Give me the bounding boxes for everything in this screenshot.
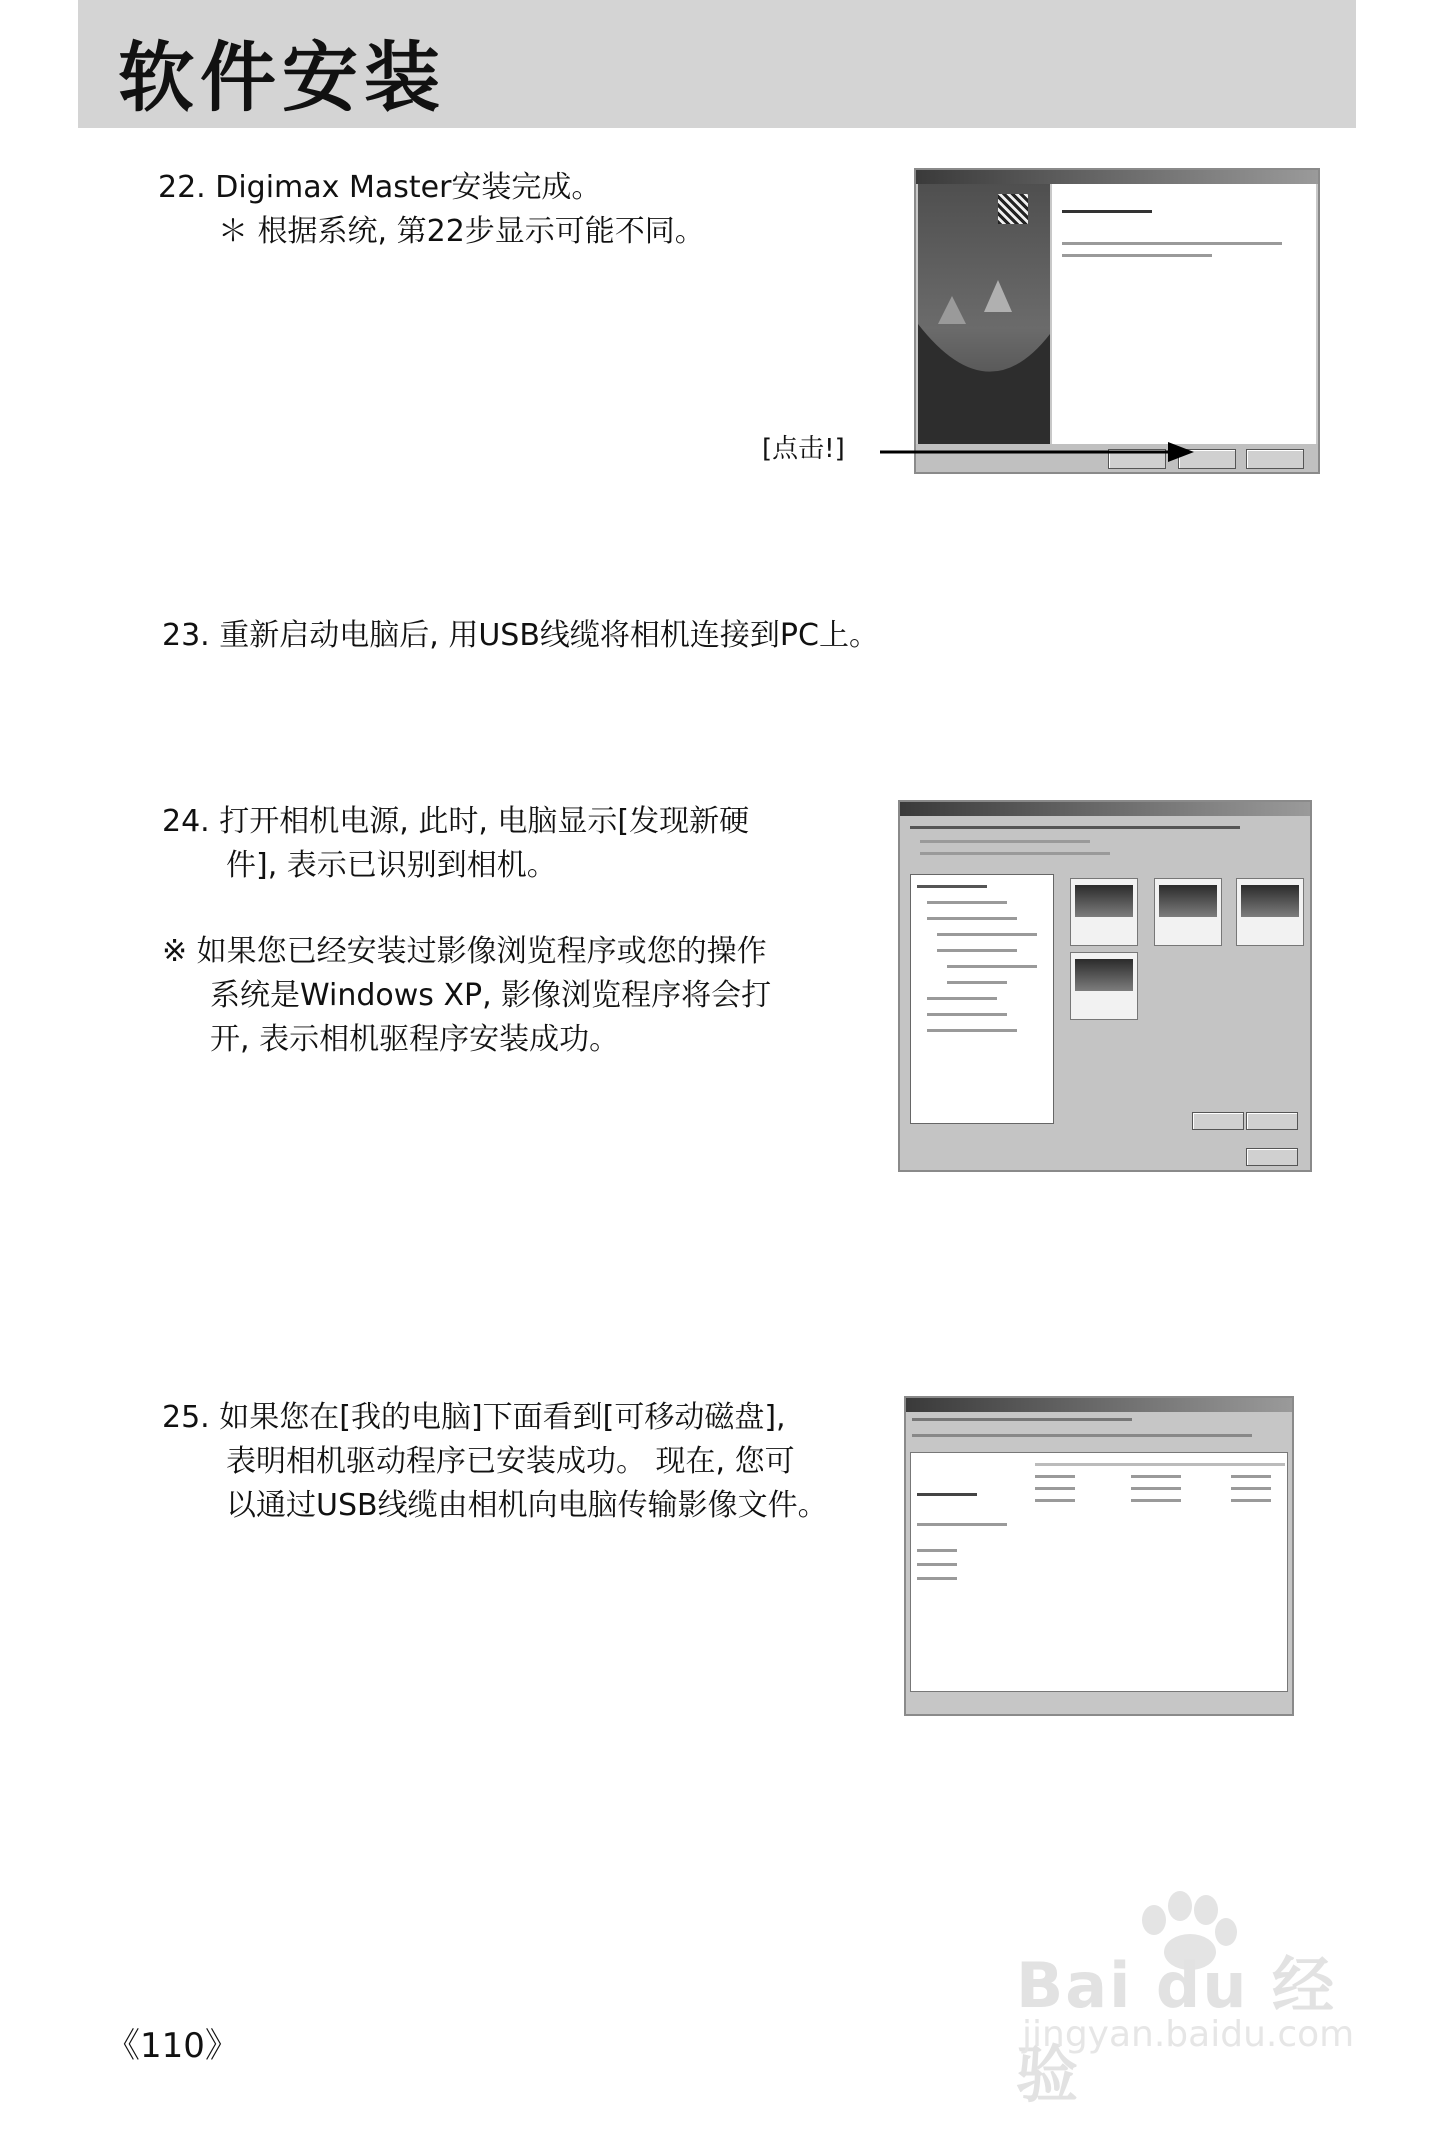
watermark-brand: Bai du 经验 (1016, 1949, 1337, 2111)
step-23-line-1: 23. 重新启动电脑后, 用USB线缆将相机连接到PC上。 (162, 618, 879, 653)
step-22-note: ＊ 根据系统, 第22步显示可能不同。 (218, 214, 705, 249)
image-thumbnail[interactable] (1154, 878, 1222, 946)
installer-side-graphic (918, 184, 1050, 446)
step-25-text (162, 1396, 828, 1528)
step-24-line-2: 件], 表示已识别到相机。 (226, 848, 557, 883)
step-24-text (162, 800, 749, 888)
xp-note-line-3: 开, 表示相机驱程序安装成功。 (210, 1022, 620, 1057)
logo-icon (998, 194, 1028, 224)
xp-note-text (162, 930, 771, 1062)
click-callout-label: [点击!] (762, 434, 845, 464)
image-thumbnail[interactable] (1070, 952, 1138, 1020)
window-titlebar (900, 802, 1310, 816)
xp-note-line-1: ※ 如果您已经安装过影像浏览程序或您的操作 (162, 934, 767, 969)
step-22-text (158, 166, 705, 254)
step-25-line-2: 表明相机驱动程序已安装成功。 现在, 您可 (226, 1444, 795, 1479)
page-number: 《110》 (106, 2026, 239, 2066)
dialog-content (1052, 184, 1316, 446)
step-22-line-1: 22. Digimax Master安装完成。 (158, 170, 602, 205)
my-computer-screenshot (904, 1396, 1294, 1716)
step-25-line-3: 以通过USB线缆由相机向电脑传输影像文件。 (226, 1488, 828, 1523)
explorer-file-pane (910, 1452, 1288, 1692)
watermark-url: jingyan.baidu.com (1022, 2014, 1355, 2055)
image-thumbnail[interactable] (1236, 878, 1304, 946)
xp-note-line-2: 系统是Windows XP, 影像浏览程序将会打 (210, 978, 772, 1013)
step-23-text (162, 614, 879, 658)
found-hardware-screenshot (898, 800, 1312, 1172)
cancel-button[interactable] (1246, 449, 1304, 469)
arrow-right-icon (876, 428, 1196, 468)
window-titlebar (916, 170, 1318, 184)
step-25-line-1: 25. 如果您在[我的电脑]下面看到[可移动磁盘], (162, 1400, 786, 1435)
next-button[interactable] (1192, 1112, 1244, 1130)
side-graphic-art (918, 184, 1050, 446)
finish-button[interactable] (1246, 1148, 1298, 1166)
cancel-button[interactable] (1246, 1112, 1298, 1130)
page-title: 软件安装 (118, 33, 446, 122)
step-24-line-1: 24. 打开相机电源, 此时, 电脑显示[发现新硬 (162, 804, 750, 839)
folder-tree-panel (910, 874, 1054, 1124)
baidu-watermark (1016, 1890, 1355, 2111)
image-thumbnail[interactable] (1070, 878, 1138, 946)
window-titlebar (906, 1398, 1292, 1412)
